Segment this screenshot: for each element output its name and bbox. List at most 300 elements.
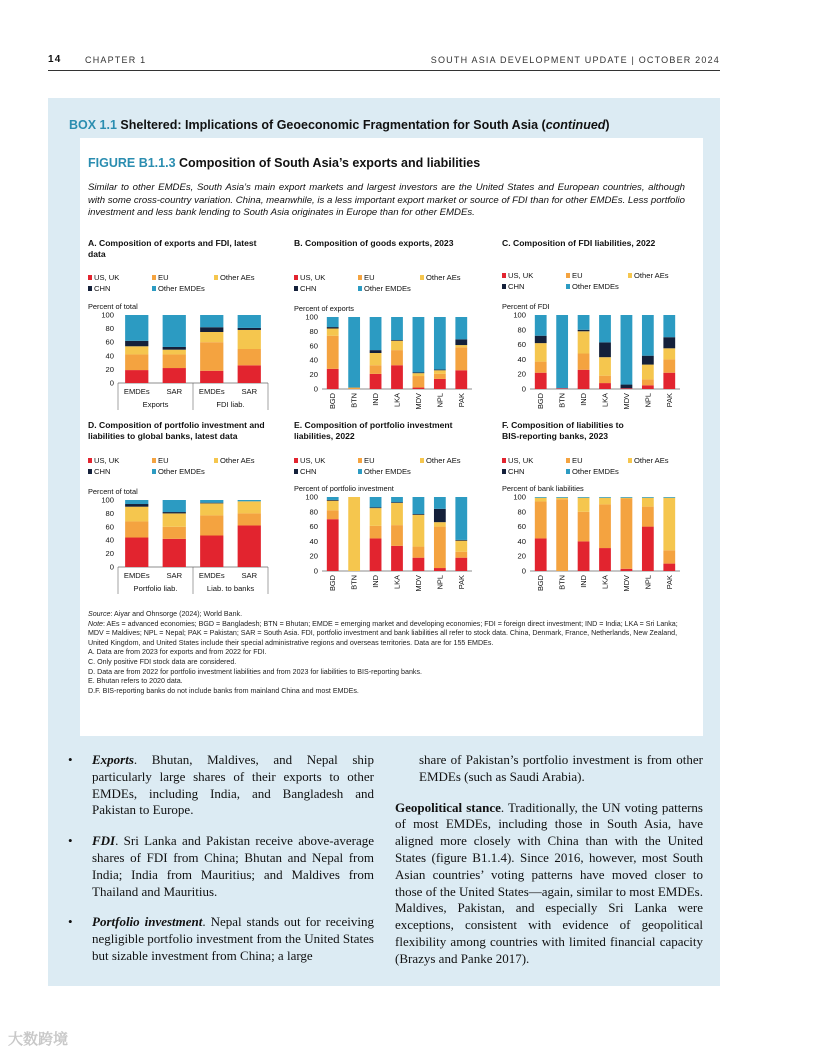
legend-swatch [152,275,156,280]
bar-segment [455,540,467,541]
bar-segment [642,356,654,365]
watermark: 大数跨境 [8,1031,69,1048]
bar-segment [327,500,339,501]
legend-swatch [566,458,570,463]
bar-segment [621,497,633,498]
legend-label: CHN [508,282,525,291]
bar-segment [391,350,403,365]
x-tick-label: BTN [557,393,567,408]
paragraph-text: . Traditionally, the UN voting patterns of most EMDEs, including those in South Asia, have aligned more closely with China than with the United States (figure B1.1.4). Since 2016, however, most South Asian countries’ voting patterns have moved closer to those of the United States—again, similar to most EMDEs. Maldives, Pakistan, and especially Sri Lanka were exceptions, consistent with evidence of geopolitical flexibility among countries with limited financial capacity (Brazys and Panke 2017). [395,799,703,966]
legend-label: US, UK [300,273,326,282]
x-tick-label: BGD [328,575,338,592]
bar-segment [413,497,425,514]
y-axis-label: Percent of total [88,487,138,496]
bar-segment [163,368,186,383]
bar-segment [200,503,223,515]
legend-label: CHN [94,284,111,293]
y-tick-label: 0 [521,566,526,576]
bar-segment [663,497,675,498]
note-label: Note [88,619,103,628]
x-tick-label: SAR [166,571,183,580]
bar-segment [556,497,568,498]
legend-swatch [502,284,506,289]
bar-segment [327,519,339,571]
y-axis-label: Percent of exports [294,304,354,313]
legend-swatch [628,458,632,463]
y-tick-label: 80 [105,324,114,334]
x-tick-label: NPL [643,393,653,408]
legend-label: Other AEs [634,271,669,280]
bar-segment [621,498,633,568]
bar-segment [556,499,568,571]
x-tick-label: MDV [621,575,631,592]
bar-segment [599,315,611,342]
bar-segment [455,552,467,558]
bar-segment [327,501,339,511]
bar-segment [163,350,186,355]
bar-segment [125,538,148,567]
legend-label: CHN [300,467,317,476]
legend-label: EU [572,456,583,465]
running-title: SOUTH ASIA DEVELOPMENT UPDATE | OCTOBER 2024 [430,55,720,65]
y-tick-label: 80 [105,508,114,518]
y-tick-label: 40 [517,354,526,364]
x-tick-label: BGD [328,393,338,410]
y-tick-label: 20 [309,551,318,561]
legend-label: Other EMDEs [364,467,411,476]
x-tick-label: LKA [600,393,610,407]
bar-segment [327,317,339,327]
bar-segment [663,550,675,563]
y-tick-label: 20 [105,549,114,559]
bar-segment [663,564,675,571]
bar-segment [434,379,446,389]
y-tick-label: 60 [309,522,318,532]
bar-segment [578,512,590,542]
y-axis-label: Percent of total [88,302,138,311]
note-item: D. Data are from 2022 for portfolio investment liabilities and from 2023 for liabilities to BIS-reporting banks. [88,667,422,676]
bar-segment [125,354,148,370]
bar-segment [370,508,382,526]
page-header [48,50,720,71]
y-tick-label: 80 [517,507,526,517]
bullet-head: FDI [92,833,116,849]
note-text: : AEs = advanced economies; BGD = Bangladesh; BTN = Bhutan; EMDE = emerging market and developing economies; FDI = foreign direct investment; IND = India; LKA = Sri Lanka; MDV = Maldives; NPL = Nepal; PAK = Pakistan; SAR = South Asia. FDI, portfolio investment and bank liabilities all refer to stock data. China, Denmark, France, Netherlands, New Zealand, United Kingdom, and United States include their special administrative regions and overseas territories. Data are for 155 EMDEs. [88,619,678,647]
bullet-dot: • [68,833,73,849]
bar-segment [238,365,261,383]
legend-swatch [502,469,506,474]
legend-label: Other AEs [220,273,255,282]
legend-label: US, UK [94,456,120,465]
bar-segment [599,497,611,498]
bar-segment [434,527,446,568]
bar-segment [327,497,339,500]
bar-segment [599,376,611,383]
bar-segment [391,503,403,525]
x-tick-label: NPL [435,575,445,590]
y-tick-label: 20 [517,551,526,561]
bar-segment [642,497,654,498]
box-title-end: ) [605,118,610,132]
bar-segment [434,370,446,371]
x-tick-label: BTN [349,393,359,408]
bar-segment [663,337,675,348]
x-tick-label: PAK [456,575,466,590]
bar-segment [642,498,654,507]
bar-segment [125,370,148,383]
x-tick-label: IND [371,393,381,406]
x-tick-label: BGD [536,575,546,592]
bar-segment [599,504,611,548]
bar-segment [348,388,360,389]
x-tick-label: LKA [392,393,402,407]
y-tick-label: 100 [101,310,114,320]
geopolitical-paragraph [395,800,703,968]
legend-label: EU [364,273,375,282]
legend-swatch [358,469,362,474]
bar-segment [535,498,547,502]
legend-swatch [88,469,92,474]
bar-segment [370,353,382,365]
bar-segment [642,507,654,527]
y-tick-label: 40 [517,536,526,546]
bar-segment [413,388,425,389]
bar-segment [125,346,148,354]
bar-segment [163,500,186,512]
bullet-dot: • [68,914,73,930]
legend-label: Other AEs [426,456,461,465]
bullet-exports [66,752,374,819]
bar-segment [578,315,590,330]
bar-segment [535,362,547,373]
x-tick-label: EMDEs [198,387,225,396]
bar-segment [413,376,425,388]
y-tick-label: 100 [305,312,318,322]
bar-segment [125,341,148,346]
bullet-dot: • [68,752,73,767]
legend-label: US, UK [508,456,534,465]
bar-segment [370,507,382,508]
bar-segment [434,497,446,509]
legend-swatch [152,286,156,291]
figure-label: FIGURE B1.1.3 [88,156,176,170]
legend-swatch [294,286,298,291]
bar-segment [621,388,633,389]
bar-segment [621,569,633,571]
legend-label: CHN [508,467,525,476]
panel-title: B. Composition of goods exports, 2023 [294,238,454,248]
x-group-label: FDI liab. [216,400,245,409]
panel-title: F. Composition of liabilities to [502,420,624,430]
bar-segment [163,512,186,513]
bullet-text: . Bhutan, Maldives, and Nepal ship particularly large shares of their exports to other EMDEs, including India, and Bangladesh and Pakistan to Europe. [92,752,374,818]
bar-segment [125,507,148,522]
bar-segment [238,328,261,330]
y-tick-label: 60 [517,522,526,532]
bar-segment [200,503,223,504]
legend-swatch [152,458,156,463]
bullet-fdi [66,833,374,900]
x-tick-label: EMDEs [198,571,225,580]
x-tick-label: IND [579,575,589,588]
x-tick-label: BGD [536,393,546,410]
box-title [69,118,610,132]
y-tick-label: 40 [309,536,318,546]
bar-segment [663,373,675,389]
bar-segment [599,342,611,357]
bar-segment [455,370,467,389]
note-item: E. Bhutan refers to 2020 data. [88,677,183,686]
box-title-text: Sheltered: Implications of Geoeconomic Fragmentation for South Asia ( [120,118,546,132]
legend-swatch [152,469,156,474]
chapter-label: CHAPTER 1 [85,55,147,65]
bar-segment [163,539,186,567]
legend-label: CHN [300,284,317,293]
bar-segment [434,317,446,370]
legend-swatch [88,286,92,291]
bar-segment [163,513,186,526]
x-tick-label: LKA [392,575,402,589]
legend-swatch [88,458,92,463]
bar-segment [578,331,590,353]
legend-label: Other EMDEs [364,284,411,293]
x-tick-label: BTN [557,575,567,590]
legend-swatch [294,458,298,463]
y-tick-label: 0 [109,562,114,572]
bar-segment [599,357,611,376]
bar-segment [621,385,633,389]
x-tick-label: PAK [456,393,466,408]
bar-segment [663,315,675,337]
bar-segment [455,558,467,571]
y-tick-label: 60 [105,522,114,532]
legend-swatch [294,469,298,474]
bar-segment [535,501,547,538]
y-tick-label: 0 [521,384,526,394]
bar-segment [238,349,261,365]
right-column [395,752,703,982]
y-axis-label: Percent of portfolio investment [294,484,394,493]
bar-segment [327,369,339,389]
legend-swatch [628,273,632,278]
bar-segment [391,340,403,341]
legend-label: EU [572,271,583,280]
figure-notes [88,610,692,696]
x-tick-label: NPL [643,575,653,590]
bar-segment [163,527,186,539]
bar-segment [535,538,547,571]
bar-segment [642,385,654,389]
bullet-head: Portfolio investment [92,914,203,930]
bar-segment [578,370,590,389]
legend-swatch [214,275,218,280]
bar-segment [391,546,403,571]
y-tick-label: 60 [105,337,114,347]
bar-segment [370,350,382,353]
panel-title: liabilities, 2022 [294,431,355,441]
bar-segment [556,388,568,389]
y-axis-label: Percent of bank liabilities [502,484,584,493]
bar-segment [238,501,261,513]
bar-segment [578,497,590,498]
figure-description: Similar to other EMDEs, South Asia’s main export markets and largest investors are the United States and European countries, although with some cross-country variation. China, meanwhile, is a less important export market or source of FDI than for other EMDEs. Less portfolio investment and less bank lending to South Asia originates in Europe than for other EMDEs. [88,182,685,218]
bar-segment [200,371,223,383]
bar-segment [327,510,339,519]
bar-segment [125,500,148,504]
y-tick-label: 60 [517,340,526,350]
bar-segment [200,315,223,327]
y-tick-label: 20 [309,370,318,380]
legend-swatch [566,284,570,289]
figure-title-text: Composition of South Asia’s exports and liabilities [179,156,481,170]
bar-segment [163,347,186,350]
note-item: C. Only positive FDI stock data are considered. [88,657,237,666]
box-title-continued: continued [545,118,606,132]
y-tick-label: 40 [105,535,114,545]
panel-title: D. Composition of portfolio investment and [88,420,265,430]
y-tick-label: 40 [309,355,318,365]
bar-segment [163,315,186,347]
legend-swatch [358,275,362,280]
legend-swatch [566,469,570,474]
bar-segment [642,315,654,356]
bullet-text: . Sri Lanka and Pakistan receive above-average shares of FDI from China; Bhutan and Nepal from India; India from Mauritius; and Maldives from Thailand and Mauritius. [92,833,374,899]
legend-swatch [420,458,424,463]
x-group-label: Liab. to banks [206,584,255,593]
y-axis-label: Percent of FDI [502,302,550,311]
x-tick-label: PAK [664,575,674,590]
bar-segment [238,500,261,501]
x-tick-label: MDV [413,393,423,410]
legend-label: EU [364,456,375,465]
y-tick-label: 100 [101,495,114,505]
legend-label: Other EMDEs [158,284,205,293]
bar-segment [413,558,425,571]
bar-segment [370,317,382,350]
continued-paragraph: share of Pakistan’s portfolio investment is from other EMDEs (such as Saudi Arabia). [419,752,703,784]
bar-segment [348,497,360,571]
bar-segment [238,330,261,349]
legend-label: CHN [94,467,111,476]
bar-segment [370,365,382,374]
y-tick-label: 20 [517,369,526,379]
bar-segment [238,525,261,567]
bar-segment [200,500,223,503]
bar-segment [599,498,611,505]
box-label: BOX 1.1 [69,118,117,132]
source-label: Source [88,610,111,618]
legend-label: EU [158,273,169,282]
legend-swatch [502,273,506,278]
note-item: A. Data are from 2023 for exports and from 2022 for FDI. [88,648,267,657]
legend-label: Other EMDEs [572,467,619,476]
page-number: 14 [48,54,62,65]
y-tick-label: 80 [309,507,318,517]
bar-segment [556,498,568,499]
bar-segment [578,330,590,331]
bar-segment [391,525,403,546]
y-tick-label: 60 [309,341,318,351]
bar-segment [125,521,148,537]
x-tick-label: SAR [241,571,258,580]
bar-segment [535,373,547,389]
bar-segment [370,526,382,539]
bar-segment [621,315,633,385]
bar-segment [663,359,675,372]
legend-label: US, UK [300,456,326,465]
bar-segment [434,509,446,522]
bar-segment [556,315,568,388]
legend-swatch [358,286,362,291]
y-tick-label: 80 [517,325,526,335]
legend-label: US, UK [94,273,120,282]
bar-segment [413,372,425,373]
bar-segment [663,498,675,551]
x-tick-label: MDV [413,575,423,592]
panel-title: liabilities to global banks, latest data [88,431,238,441]
x-group-label: Exports [142,400,169,409]
bar-segment [370,497,382,507]
figure-panel [80,138,703,736]
panel-title: BIS-reporting banks, 2023 [502,431,609,441]
y-tick-label: 0 [313,384,318,394]
legend-label: Other AEs [426,273,461,282]
bar-segment [455,317,467,339]
x-tick-label: SAR [166,387,183,396]
y-tick-label: 0 [109,378,114,388]
panel-title: data [88,249,106,259]
bar-segment [599,548,611,571]
legend-label: Other AEs [220,456,255,465]
bar-segment [370,538,382,571]
bar-segment [455,497,467,540]
legend-swatch [566,273,570,278]
bar-segment [413,515,425,547]
y-tick-label: 100 [513,310,526,320]
bar-segment [370,374,382,389]
legend-label: Other AEs [634,456,669,465]
bar-segment [434,522,446,526]
legend-swatch [294,275,298,280]
bar-segment [391,365,403,389]
bar-segment [238,513,261,525]
bullet-text: . Nepal stands out for receiving negligible portfolio investment from the United States but sizable investment from China; a large [92,914,374,963]
legend-swatch [502,458,506,463]
bar-segment [599,383,611,389]
bar-segment [125,315,148,341]
bar-segment [535,336,547,343]
bar-segment [455,347,467,370]
bar-segment [578,498,590,512]
bar-segment [348,317,360,388]
x-tick-label: PAK [664,393,674,408]
bar-segment [125,504,148,507]
x-tick-label: EMDEs [123,571,150,580]
bullet-head: Exports [92,752,134,767]
legend-label: Other EMDEs [158,467,205,476]
bar-segment [642,365,654,380]
x-group-label: Portfolio liab. [133,584,178,593]
bar-segment [535,315,547,336]
left-column [66,752,374,979]
bar-segment [434,370,446,374]
bar-segment [455,345,467,347]
bar-segment [200,515,223,535]
chart-grid [80,138,703,608]
paragraph-head: Geopolitical stance [395,799,501,815]
bar-segment [434,374,446,379]
bar-segment [200,342,223,371]
